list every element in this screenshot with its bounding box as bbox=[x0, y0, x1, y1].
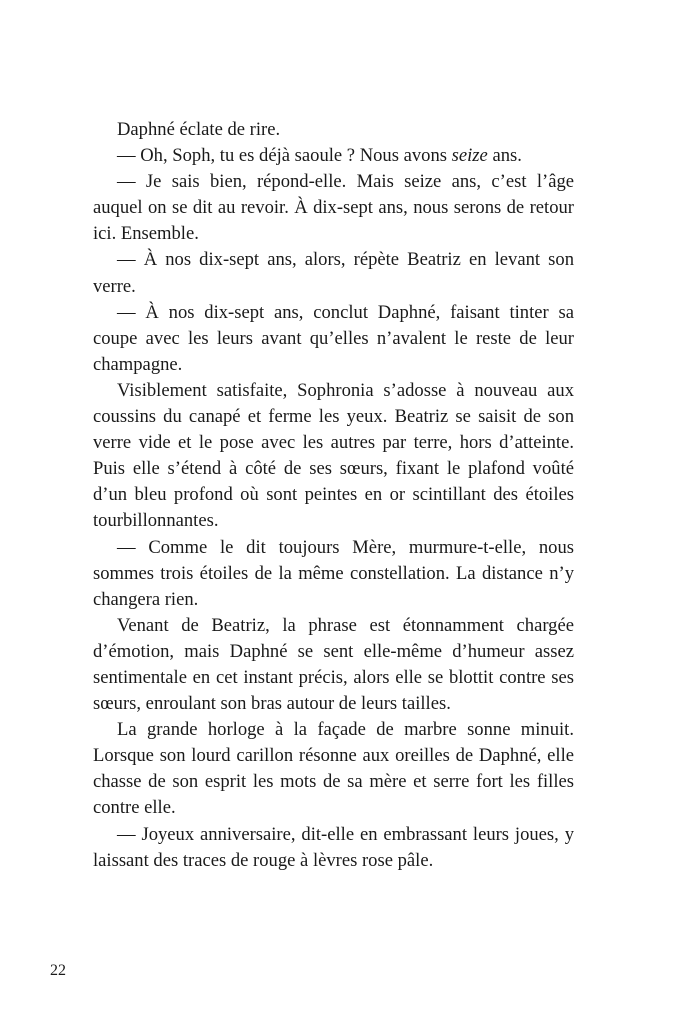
emphasis-seize: seize bbox=[451, 145, 488, 167]
paragraph-5: — À nos dix-sept ans, conclut Daphné, faisant tinter sa coupe avec les leurs avant qu’elles n’avalent le reste de leur champagne. bbox=[93, 301, 574, 375]
paragraph-1: Daphné éclate de rire. bbox=[117, 119, 281, 140]
paragraph-9: La grande horloge à la façade de marbre sonne minuit. Lorsque son lourd carillon résonne aux oreilles de Daphné, elle chasse de son esprit les mots de sa mère et serre fort les filles contre elle. bbox=[93, 719, 574, 819]
paragraph-4: — À nos dix-sept ans, alors, répète Beatriz en levant son verre. bbox=[93, 249, 574, 297]
paragraph-6: Visiblement satisfaite, Sophronia s’adosse à nouveau aux coussins du canapé et ferme les yeux. Beatriz se saisit de son verre vide et le pose avec les autres par terre, hors d’atteinte. Puis elle s’étend à côté de ses sœurs, fixant le plafond voûté d’un bleu profond où sont peintes en or scintillant des étoiles tourbillonnantes. bbox=[93, 379, 574, 532]
paragraph-7: — Comme le dit toujours Mère, murmure-t-elle, nous sommes trois étoiles de la même constellation. La distance n’y changera rien. bbox=[93, 536, 574, 610]
paragraph-2-start: — Oh, Soph, tu es déjà saoule ? Nous avons bbox=[117, 145, 452, 167]
paragraph-8: Venant de Beatriz, la phrase est étonnamment chargée d’émotion, mais Daphné se sent elle-même d’humeur assez sentimentale en cet instant précis, alors elle se blottit contre ses sœurs, enroulant son bras autour de leurs tailles. bbox=[93, 614, 574, 715]
page-number: 22 bbox=[50, 962, 66, 979]
paragraph-10: — Joyeux anniversaire, dit-elle en embrassant leurs joues, y laissant des traces de rouge à lèvres rose pâle. bbox=[93, 823, 574, 871]
paragraph-2-end: ans. bbox=[487, 145, 522, 167]
paragraph-3: — Je sais bien, répond-elle. Mais seize ans, c’est l’âge auquel on se dit au revoir. À dix-sept ans, nous serons de retour ici. Ensemble. bbox=[93, 171, 574, 245]
body-text bbox=[93, 117, 574, 874]
paragraph-2 bbox=[93, 143, 574, 169]
